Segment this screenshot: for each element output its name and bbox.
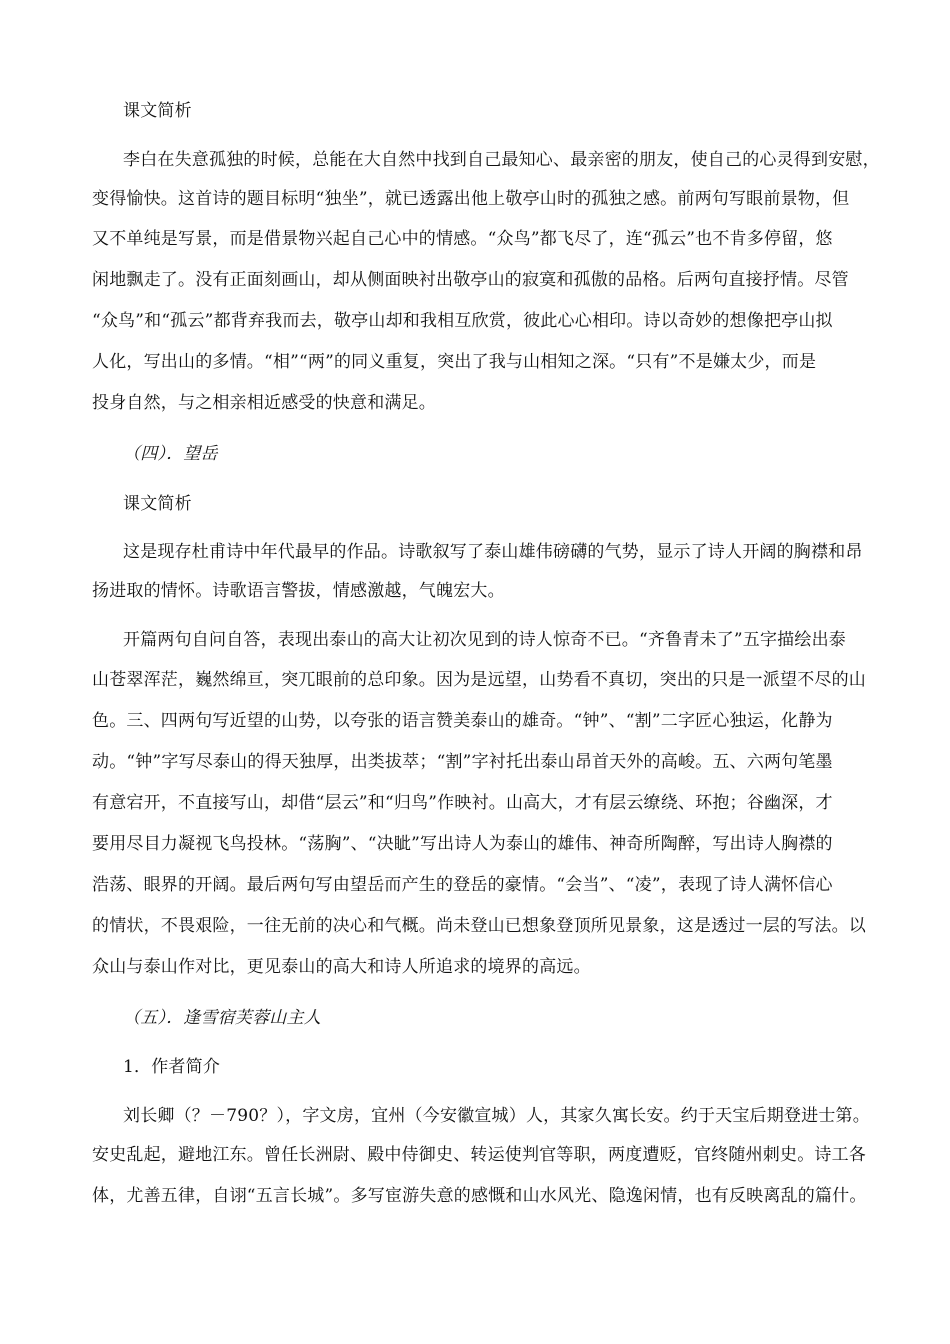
section-title: （五）．逢雪宿芙蓉山主人 — [123, 1008, 321, 1028]
paragraph-line: 山苍翠浑茫，巍然绵亘，突兀眼前的总印象。因为是远望，山势看不真切，突出的只是一派望不尽的山 — [92, 670, 866, 690]
paragraph-line: 有意宕开，不直接写山，却借“层云”和“归鸟”作映衬。山高大，才有层云缭绕、环抱；谷幽深，才 — [92, 793, 833, 813]
paragraph-line: 人化，写出山的多情。“相”“两”的同义重复，突出了我与山相知之深。“只有”不是嫌太少，而是 — [92, 352, 817, 372]
section-title: （四）．望岳 — [123, 444, 218, 464]
paragraph-line: 刘长卿（？－790？），字文房，宜州（今安徽宣城）人，其家久寓长安。约于天宝后期登进士第。 — [123, 1106, 870, 1126]
paragraph-line: 又不单纯是写景，而是借景物兴起自己心中的情感。“众鸟”都飞尽了，连“孤云”也不肯多停留，悠 — [92, 229, 833, 249]
paragraph-line: 色。三、四两句写近望的山势，以夸张的语言赞美泰山的雄奇。“钟”、“割”二字匠心独运，化静为 — [92, 711, 833, 731]
paragraph-line: “众鸟”和“孤云”都背弃我而去，敬亭山却和我相互欣赏，彼此心心相印。诗以奇妙的想像把亭山拟 — [92, 311, 833, 331]
paragraph-line: 体，尤善五律，自诩“五言长城”。多写宦游失意的感慨和山水风光、隐逸闲情，也有反映离乱的篇什。 — [92, 1186, 867, 1206]
paragraph-line: 变得愉快。这首诗的题目标明“独坐”，就已透露出他上敬亭山时的孤独之感。前两句写眼前景物，但 — [92, 189, 850, 209]
paragraph-line: 扬进取的情怀。诗歌语言警拔，情感激越，气魄宏大。 — [92, 581, 505, 601]
section-heading: 课文简析 — [123, 101, 192, 121]
paragraph-line: 动。“钟”字写尽泰山的得天独厚，出类拔萃；“割”字衬托出泰山昂首天外的高峻。五、六两句笔墨 — [92, 752, 833, 772]
paragraph-line: 投身自然，与之相亲相近感受的快意和满足。 — [92, 393, 436, 413]
section-heading: 课文简析 — [123, 494, 192, 514]
paragraph-line: 要用尽目力凝视飞鸟投林。“荡胸”、“决眦”写出诗人为泰山的雄伟、神奇所陶醉，写出诗人胸襟的 — [92, 834, 833, 854]
section-heading: 1．作者简介 — [123, 1057, 221, 1077]
paragraph-line: 开篇两句自问自答，表现出泰山的高大让初次见到的诗人惊奇不已。“齐鲁青未了”五字描绘出泰 — [123, 630, 846, 650]
paragraph-line: 这是现存杜甫诗中年代最早的作品。诗歌叙写了泰山雄伟磅礴的气势，显示了诗人开阔的胸襟和昂 — [123, 542, 863, 562]
paragraph-line: 众山与泰山作对比，更见泰山的高大和诗人所追求的境界的高远。 — [92, 957, 591, 977]
paragraph-line: 安史乱起，避地江东。曾任长洲尉、殿中侍御史、转运使判官等职，两度遭贬，官终随州刺史。诗工各 — [92, 1145, 866, 1165]
paragraph-line: 的情状，不畏艰险，一往无前的决心和气概。尚未登山已想象登顶所见景象，这是透过一层的写法。以 — [92, 916, 866, 936]
paragraph-line: 浩荡、眼界的开阔。最后两句写由望岳而产生的登岳的豪情。“会当”、“凌”，表现了诗人满怀信心 — [92, 875, 833, 895]
paragraph-line: 李白在失意孤独的时候，总能在大自然中找到自己最知心、最亲密的朋友，使自己的心灵得到安慰， — [123, 150, 880, 170]
paragraph-line: 闲地飘走了。没有正面刻画山，却从侧面映衬出敬亭山的寂寞和孤傲的品格。后两句直接抒情。尽管 — [92, 270, 849, 290]
